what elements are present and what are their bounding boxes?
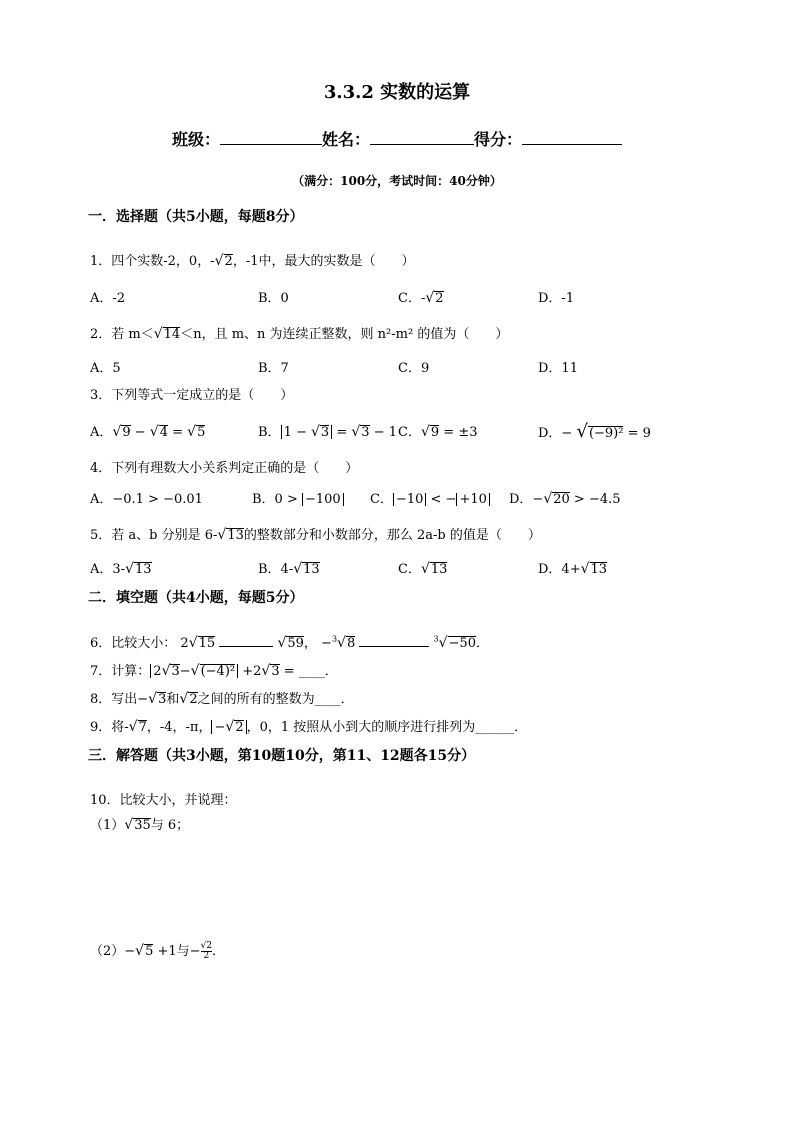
q4-option-a[interactable]: A．−0.1 > −0.01 xyxy=(90,492,203,507)
q3-option-b[interactable]: B． 1 − √3 = √3 − 1 xyxy=(258,424,398,440)
q3-b-tail: − 1 xyxy=(369,425,398,440)
q3-d-tail: = 9 xyxy=(623,426,651,441)
student-info-row xyxy=(0,127,794,150)
q10-frac-num: √2 xyxy=(200,941,213,951)
q3-d-r: (−9)² xyxy=(588,426,624,441)
q10-p2-end: ． xyxy=(212,944,226,959)
q4-option-c[interactable] xyxy=(370,488,490,507)
q9-mid: ，-4，-π， xyxy=(146,720,212,735)
question-7: 7．计算： 2√3−√(−4)² +2√3 = ____． xyxy=(90,663,338,679)
q5-d-r: 13 xyxy=(590,562,608,577)
q3-option-a[interactable]: A．√9 − √4 = √5 xyxy=(90,424,206,440)
q4-d-tail: > −4.5 xyxy=(569,492,621,507)
q9-r1: 7 xyxy=(138,720,147,735)
name-blank[interactable] xyxy=(370,130,474,145)
q5-c-pre: C． xyxy=(398,562,421,577)
section-heading-1: 一．选择题（共5小题，每题8分） xyxy=(88,209,304,225)
question-3: 3．下列等式一定成立的是（ ） xyxy=(90,388,294,403)
q5-a-pre: A．3- xyxy=(90,562,126,577)
page-title: 3.3.2 实数的运算 xyxy=(323,82,471,103)
question-9: 9．将-√7，-4，-π， −√2 ，0，1 按照从小到大的顺序进行排列为______． xyxy=(90,719,528,735)
q6-r2: 8 xyxy=(346,636,356,651)
q2-radicand: 14 xyxy=(163,327,181,342)
q6-r4: 59 xyxy=(287,636,304,651)
q3-a-r3: 5 xyxy=(197,425,206,440)
q4-b-abs: −100 xyxy=(302,493,344,506)
q5-b-r: 13 xyxy=(303,562,320,577)
q5-stem: 5．若 a、b 分别是 6- xyxy=(90,528,218,543)
q7-abs-a: 2 xyxy=(153,664,162,679)
q6-r1: 15 xyxy=(198,636,216,651)
question-4: 4．下列有理数大小关系判定正确的是（ ） xyxy=(90,461,359,476)
q1-option-b[interactable]: B．0 xyxy=(258,291,289,306)
class-blank[interactable] xyxy=(220,130,322,145)
question-10: 10．比较大小，并说理： xyxy=(90,793,237,808)
q10-frac-den: 2 xyxy=(203,951,210,961)
q4-d-pre: D．− xyxy=(509,492,544,507)
q3-a-r2: 4 xyxy=(159,425,168,440)
q8-end: 之间的所有的整数为____． xyxy=(197,692,354,707)
q6-blank-1[interactable] xyxy=(219,632,273,647)
q5-d-pre: D．4+ xyxy=(538,562,581,577)
q3-a-op2: = xyxy=(167,425,188,440)
score-blank[interactable] xyxy=(522,130,622,145)
score-label: 得分： xyxy=(474,130,523,149)
q10-part-2: （2）−√5 +1与− $\frac{√2}{2}$ ． xyxy=(90,941,226,961)
q2-option-c[interactable]: C．9 xyxy=(398,361,430,376)
q5-option-d[interactable]: D．4+√13 xyxy=(538,561,608,577)
q2-stem: 2．若 m＜ xyxy=(90,327,154,342)
q10-p2-pre: （2）− xyxy=(90,944,136,959)
q1-radicand: 2 xyxy=(224,254,233,269)
q6-mid: ， − xyxy=(303,636,332,651)
q7-r1: 3 xyxy=(171,664,180,679)
question-5: 5．若 a、b 分别是 6-√13的整数部分和小数部分，那么 2a-b 的值是（ ） xyxy=(90,527,541,543)
q3-c-pre: C． xyxy=(398,425,421,440)
q9-r2: 2 xyxy=(235,720,244,735)
q3-b-abs-a: 1 − xyxy=(283,425,311,440)
q5-a-r: 13 xyxy=(134,562,152,577)
q2-stem-end: ＜n，且 m、n 为连续正整数，则 n²-m² 的值为（ ） xyxy=(180,327,509,342)
q5-stem-end: 的整数部分和小数部分，那么 2a-b 的值是（ ） xyxy=(243,528,541,543)
q7-r2: (−4)² xyxy=(200,664,236,679)
question-6: 6．比较大小： 2√15 √59， −$^3$√8 $^3$√−50． xyxy=(90,632,489,651)
q2-option-d[interactable]: D．11 xyxy=(538,361,578,376)
q10-p1-r: 35 xyxy=(134,818,151,833)
q10-fraction xyxy=(201,942,212,961)
q7-r3: 3 xyxy=(271,664,280,679)
q9-abs: −√2 xyxy=(211,720,246,734)
exam-meta: （满分：100分，考试时间：40分钟） xyxy=(292,174,502,188)
q1-option-c[interactable]: C．-√2 xyxy=(398,290,444,306)
q4-d-r: 20 xyxy=(553,492,570,507)
q2-option-a[interactable]: A．5 xyxy=(90,361,121,376)
q3-b-abs-r: 3 xyxy=(320,425,330,440)
q4-c-abs2: +10 xyxy=(456,493,489,506)
q4-b-pre: B．0 > xyxy=(252,492,302,507)
question-8: 8．写出−√3和√2之间的所有的整数为____． xyxy=(90,691,354,707)
q5-c-r: 13 xyxy=(430,562,448,577)
q3-a-op1: − xyxy=(130,425,150,440)
q5-option-b[interactable]: B．4-√13 xyxy=(258,561,320,577)
q4-option-d[interactable]: D．−√20 > −4.5 xyxy=(509,491,621,507)
q10-p2-mid: +1与− xyxy=(153,944,201,959)
q1-c-rad: 2 xyxy=(435,291,444,306)
q3-b-eq: = xyxy=(332,425,352,440)
q1-c-pre: C．- xyxy=(398,291,426,306)
q3-c-tail: = ±3 xyxy=(439,425,478,440)
q3-b-abs: 1 − √3 xyxy=(281,425,333,439)
q1-stem-end: ，-1中，最大的实数是（ ） xyxy=(232,254,415,269)
q4-c-mid: < − xyxy=(426,492,457,507)
q6-pre: 6．比较大小： 2 xyxy=(90,636,189,651)
q3-b-r: 3 xyxy=(361,425,370,440)
q10-p1-end: 与 6； xyxy=(150,818,190,833)
q3-option-d[interactable]: D．− √(−9)² = 9 xyxy=(538,421,651,442)
q10-p1-pre: （1） xyxy=(90,818,125,833)
q9-abs-a: − xyxy=(214,720,226,735)
q2-option-b[interactable]: B．7 xyxy=(258,361,289,376)
q1-stem: 1．四个实数-2，0，- xyxy=(90,254,215,269)
q6-r3: −50 xyxy=(448,636,476,651)
q7-pre: 7．计算： xyxy=(90,664,151,679)
q7-abs-b: − xyxy=(179,664,191,679)
q7-mid: +2 xyxy=(238,664,262,679)
q4-c-pre: C． xyxy=(370,492,393,507)
section-heading-2: 二．填空题（共4小题，每题5分） xyxy=(88,590,304,606)
q5-option-c[interactable]: C．√13 xyxy=(398,561,448,577)
q8-r1: 3 xyxy=(158,692,167,707)
q7-abs: 2√3−√(−4)² xyxy=(150,664,238,678)
q10-p2-r: 5 xyxy=(145,944,154,959)
q6-index-1: 3 xyxy=(331,634,338,644)
q3-b-pre: B． xyxy=(258,425,281,440)
q10-part-1: （1）√35与 6； xyxy=(90,817,190,833)
q8-pre: 8．写出− xyxy=(90,692,149,707)
q5-b-pre: B．4- xyxy=(258,562,294,577)
q9-pre: 9．将- xyxy=(90,720,129,735)
q6-index-2: 3 xyxy=(433,634,439,644)
name-label: 姓名： xyxy=(321,130,370,149)
question-2: 2．若 m＜√14＜n，且 m、n 为连续正整数，则 n²-m² 的值为（ ） xyxy=(90,326,509,342)
section-heading-3: 三．解答题（共3小题，第10题10分，第11、12题各15分） xyxy=(88,748,476,764)
class-label: 班级： xyxy=(171,130,220,149)
q5-option-a[interactable]: A．3-√13 xyxy=(90,561,152,577)
q3-c-r: 9 xyxy=(430,425,440,440)
question-1: 1．四个实数-2，0，-√2，-1中，最大的实数是（ ） xyxy=(90,253,415,269)
q6-end: ． xyxy=(475,636,489,651)
q4-c-abs1: −10 xyxy=(393,493,426,506)
q3-a-pre: A． xyxy=(90,425,113,440)
q1-option-d[interactable]: D．-1 xyxy=(538,291,575,306)
q6-blank-2[interactable] xyxy=(359,632,429,647)
q9-end: ，0，1 按照从小到大的顺序进行排列为______． xyxy=(246,720,528,735)
q7-end: = ____． xyxy=(279,664,338,679)
q3-option-c[interactable]: C．√9 = ±3 xyxy=(398,424,478,440)
q8-r2: 2 xyxy=(189,692,198,707)
q4-option-b[interactable] xyxy=(252,488,344,507)
q5-radicand: 13 xyxy=(227,528,244,543)
q1-option-a[interactable]: A．-2 xyxy=(90,291,126,306)
q3-a-r1: 9 xyxy=(122,425,131,440)
q8-mid: 和 xyxy=(166,692,180,707)
q3-d-pre: D．− xyxy=(538,426,577,441)
